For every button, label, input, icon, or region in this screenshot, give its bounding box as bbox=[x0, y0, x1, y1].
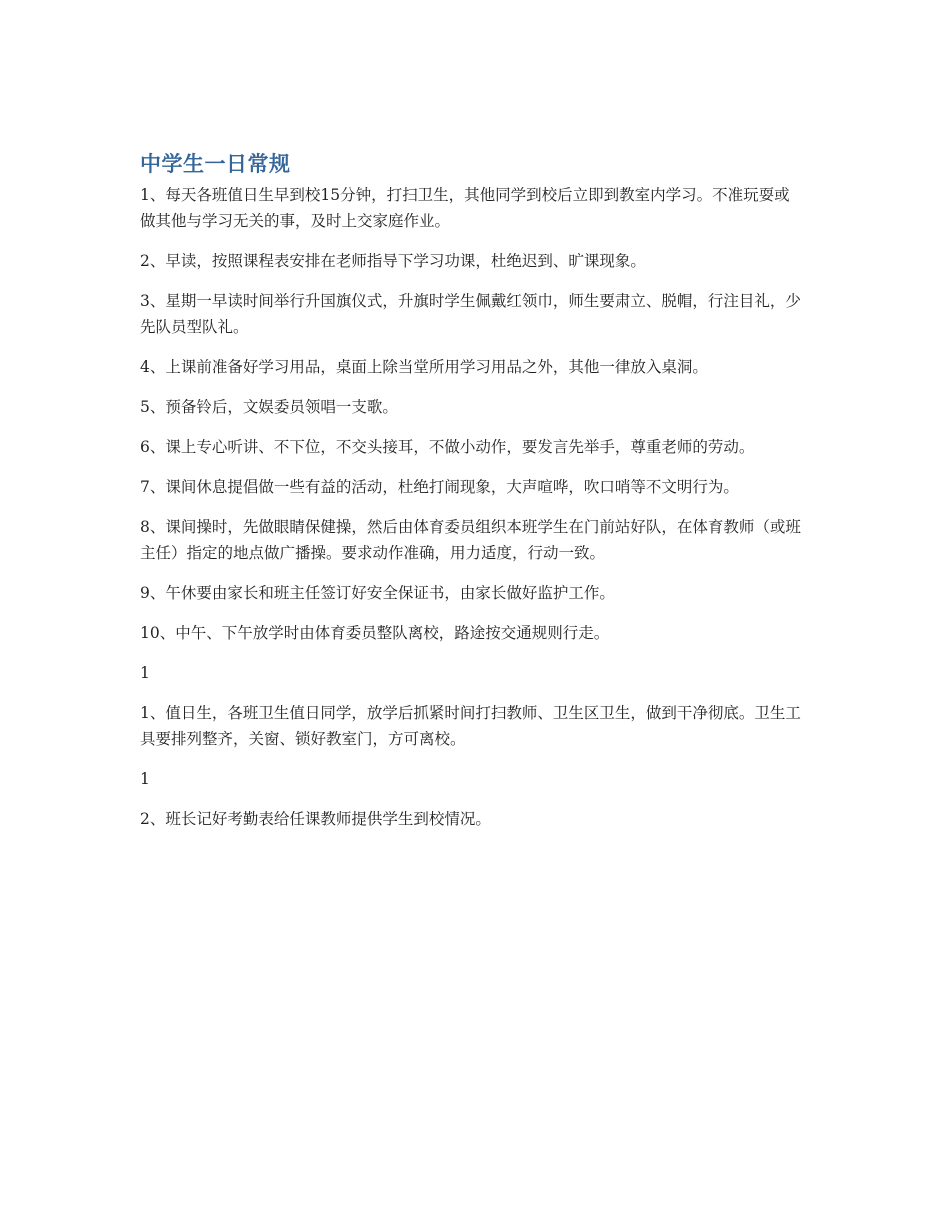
rule-paragraph-3: 3、星期一早读时间举行升国旗仪式，升旗时学生佩戴红领巾，师生要肃立、脱帽，行注目礼，少先队员型队礼。 bbox=[140, 292, 801, 336]
rule-paragraph-7: 7、课间休息提倡做一些有益的活动，杜绝打闹现象，大声喧哗，吹口哨等不文明行为。 bbox=[140, 478, 739, 496]
rule-paragraph-1: 1、每天各班值日生早到校15分钟，打扫卫生，其他同学到校后立即到教室内学习。不准玩耍或做其他与学习无关的事，及时上交家庭作业。 bbox=[140, 186, 790, 230]
duty-paragraph-2: 2、班长记好考勤表给任课教师提供学生到校情况。 bbox=[140, 810, 491, 828]
section-number-2: 1 bbox=[140, 770, 150, 788]
document-title: 中学生一日常规 bbox=[140, 152, 291, 176]
rule-paragraph-4: 4、上课前准备好学习用品，桌面上除当堂所用学习用品之外，其他一律放入桌洞。 bbox=[140, 358, 708, 376]
section-number-1: 1 bbox=[140, 664, 150, 682]
rule-paragraph-5: 5、预备铃后，文娱委员领唱一支歌。 bbox=[140, 398, 398, 416]
duty-paragraph-1: 1、值日生，各班卫生值日同学，放学后抓紧时间打扫教师、卫生区卫生，做到干净彻底。卫生工具要排列整齐，关窗、锁好教室门，方可离校。 bbox=[140, 704, 801, 748]
rule-paragraph-2: 2、早读，按照课程表安排在老师指导下学习功课，杜绝迟到、旷课现象。 bbox=[140, 252, 646, 270]
rule-paragraph-8: 8、课间操时，先做眼睛保健操，然后由体育委员组织本班学生在门前站好队，在体育教师（或班主任）指定的地点做广播操。要求动作准确，用力适度，行动一致。 bbox=[140, 518, 801, 562]
rule-paragraph-10: 10、中午、下午放学时由体育委员整队离校，路途按交通规则行走。 bbox=[140, 624, 610, 642]
rule-paragraph-6: 6、课上专心听讲、不下位，不交头接耳，不做小动作，要发言先举手，尊重老师的劳动。 bbox=[140, 438, 755, 456]
document-content bbox=[140, 150, 805, 846]
rule-paragraph-9: 9、午休要由家长和班主任签订好安全保证书，由家长做好监护工作。 bbox=[140, 584, 615, 602]
